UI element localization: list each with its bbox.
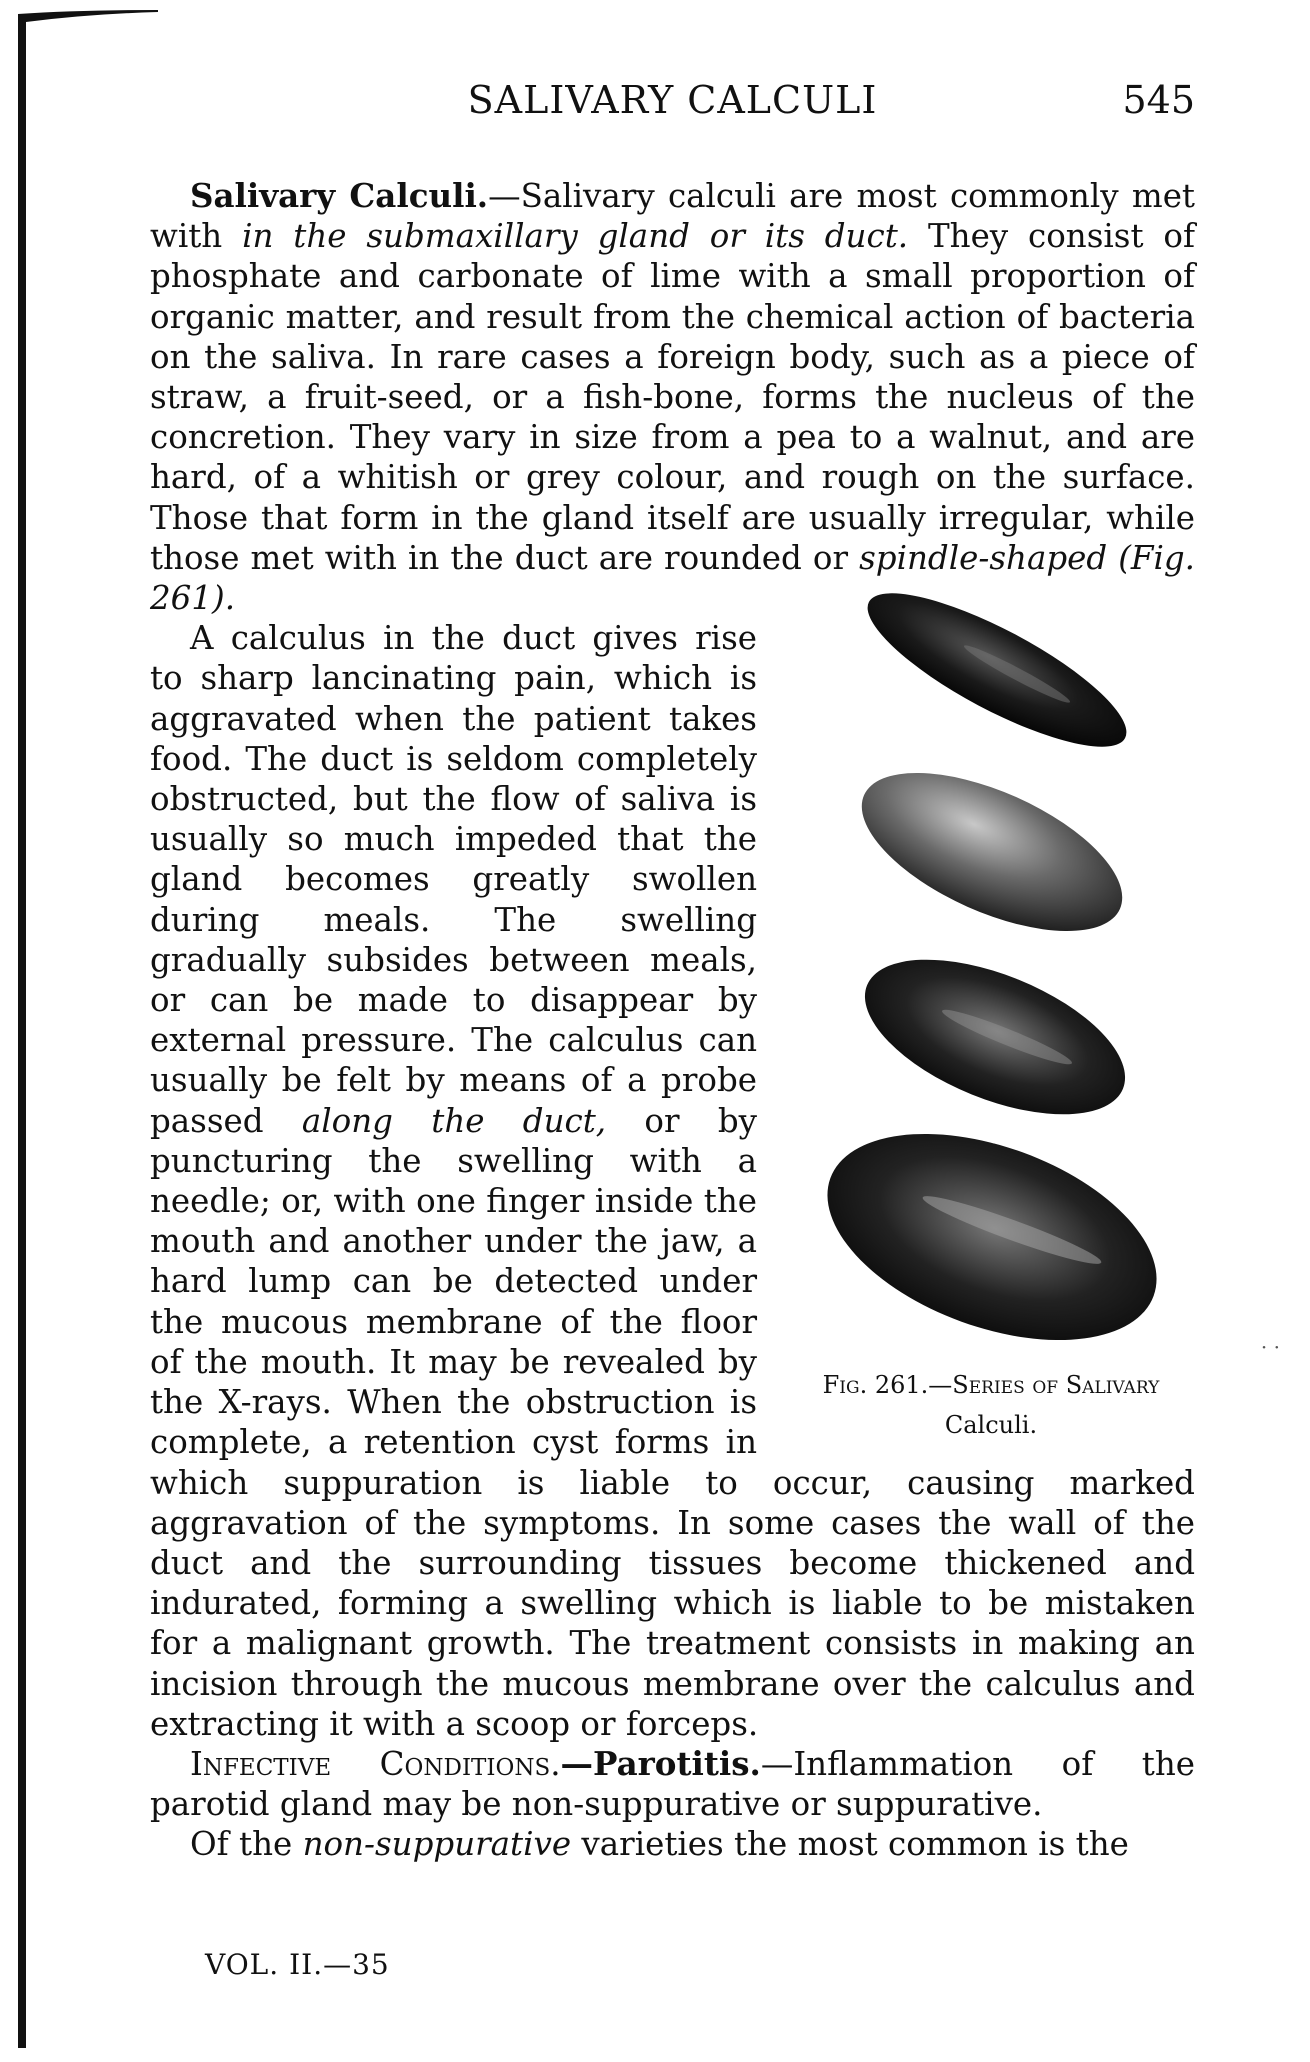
binding-edge-top <box>18 10 158 22</box>
binding-edge <box>18 18 26 2048</box>
paragraph-salivary-calculi: Salivary Calculi.—Salivary calculi are most commonly met with in the submaxillary gland or its duct. They consist of phosphate and carbonate of lime with a small proportion of organic matter, and result from the chemical action of bacteria on the saliva. In rare cases a foreign body, such as a piece of straw, a fruit-seed, or a fish-bone, forms the nucleus of the concretion. They vary in size from a pea to a walnut, and are hard, of a whitish or grey colour, and rough on the surface. Those that form in the gland itself are usually irregular, while those met with in the duct are rounded or Fig. 261.—Series of Salivary Calculi. spindle-shaped (Fig. 261). <box>150 176 1195 618</box>
paragraph-symptoms-treatment: A calculus in the duct gives rise to sharp lancinating pain, which is aggravated when the patient takes food. The duct is seldom completely obstructed, but the flow of saliva is usually so much impeded that the gland becomes greatly swollen during meals. The swelling gradually subsides between meals, or can be made to disappear by external pressure. The calculus can usually be felt by means of a probe passed along the duct, or by puncturing the swelling with a needle; or, with one finger inside the mouth and another under the jaw, a hard lump can be detected under the mucous membrane of the floor of the mouth. It may be revealed by the X-rays. When the obstruction is complete, a retention cyst forms in which suppuration is liable to occur, causing marked aggravation of the symptoms. In some cases the wall of the duct and the surrounding tissues become thickened and indurated, forming a swelling which is liable to be mistaken for a malignant growth. The treatment consists in making an incision through the mucous membrane over the calculus and extracting it with a scoop or forceps. <box>150 619 1195 1743</box>
section-heading: Salivary Calculi. <box>190 176 489 215</box>
paragraph-non-suppurative: Of the non-suppurative varieties the most common is the <box>190 1825 1129 1864</box>
paragraph-infective-conditions: Infective Conditions.—Parotitis.—Inflammation of the parotid gland may be non-suppurative or suppurative. <box>150 1743 1195 1824</box>
calculi-illustration <box>787 582 1195 1362</box>
figure-261 <box>787 582 1195 1442</box>
calculus-1 <box>850 582 1144 773</box>
running-title: SALIVARY CALCULI <box>467 78 878 122</box>
signature-mark: VOL. II.—35 <box>205 1948 390 1981</box>
calculus-4 <box>800 1094 1185 1362</box>
figure-caption: Fig. 261.—Series of Salivary Calculi. <box>822 1371 1160 1440</box>
page-number: 545 <box>1122 78 1195 122</box>
page-header <box>150 78 1195 138</box>
page-body <box>150 176 1195 1865</box>
calculus-3 <box>844 928 1146 1146</box>
margin-mark: · · <box>1260 1335 1280 1359</box>
calculus-2 <box>840 740 1145 964</box>
